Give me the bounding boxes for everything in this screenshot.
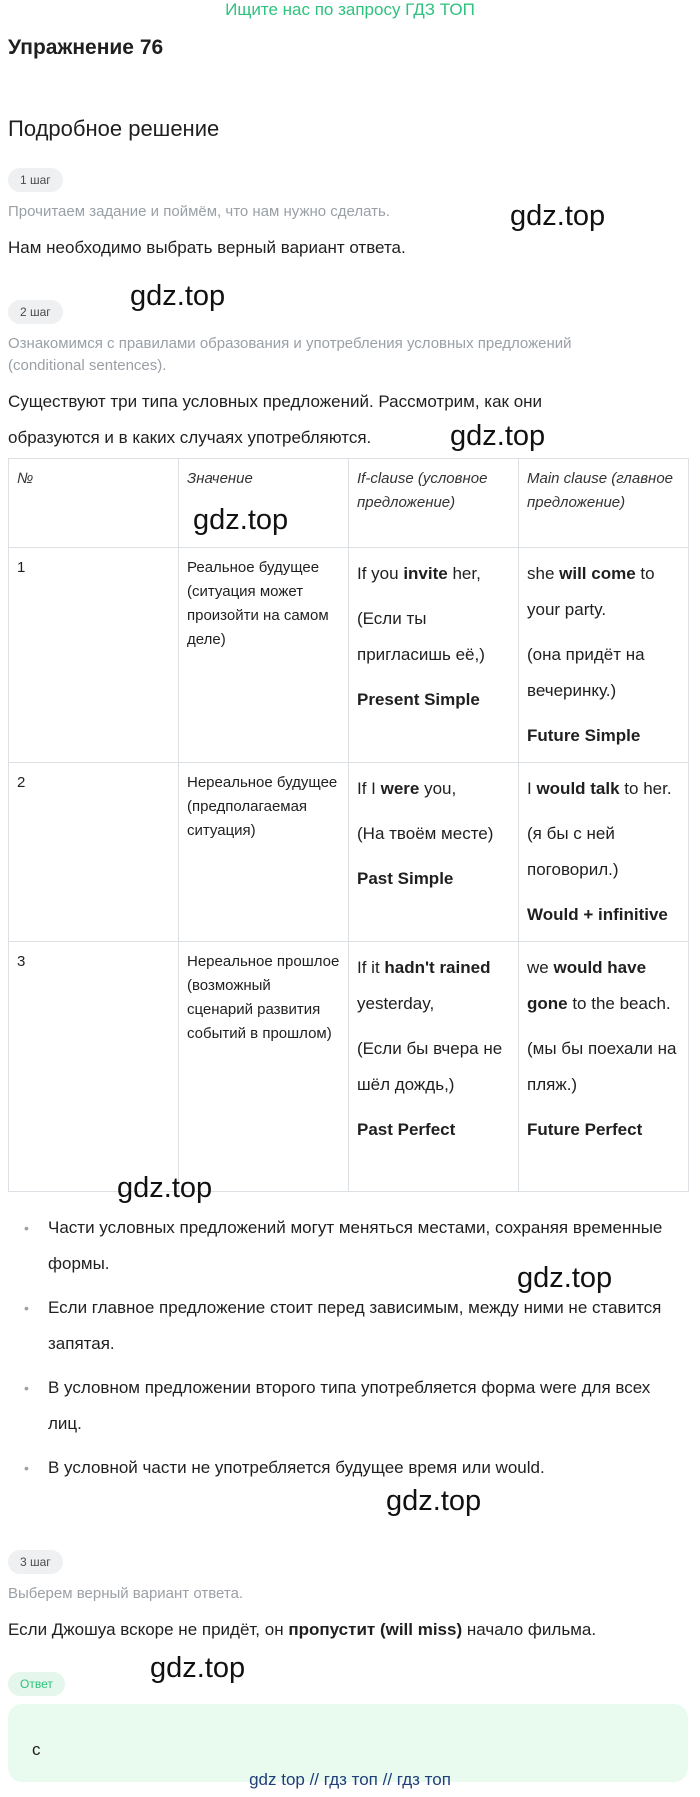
header-main-clause: Main clause (главное предложение) <box>519 459 689 548</box>
row-number: 3 <box>9 942 179 1192</box>
header-number: № <box>9 459 179 548</box>
table-row <box>9 548 689 763</box>
row-meaning: Реальное будущее (ситуация может произойти на самом деле) <box>179 548 349 763</box>
header-if-clause: If-clause (условное предложение) <box>349 459 519 548</box>
watermark: gdz.top <box>510 200 606 232</box>
step-1-text: Нам необходимо выбрать верный вариант ответа. <box>8 238 406 257</box>
row-number: 1 <box>9 548 179 763</box>
list-item: • В условном предложении второго типа употребляется форма were для всех лиц. <box>8 1370 668 1442</box>
table-row <box>9 942 689 1192</box>
step-2-badge: 2 шаг <box>8 300 63 324</box>
watermark: gdz.top <box>130 280 226 312</box>
step-2-text-line-1: Существуют три типа условных предложений. Рассмотрим, как они <box>8 392 543 411</box>
row-if-clause: If it hadn't rained yesterday, (Если бы вчера не шёл дождь,) Past Perfect <box>349 942 519 1192</box>
row-if-clause: If I were you, (На твоём месте) Past Simple <box>349 763 519 942</box>
step-2-hint-line-1: Ознакомимся с правилами образования и употребления условных предложений <box>8 335 572 352</box>
table-header-row <box>9 459 689 548</box>
row-meaning: Нереальное прошлое (возможный сценарий развития событий в прошлом) <box>179 942 349 1192</box>
step-2-text-line-2: образуются и в каких случаях употребляются. <box>8 428 372 447</box>
row-main-clause: we would have gone to the beach. (мы бы поехали на пляж.) Future Perfect <box>519 942 689 1192</box>
conditionals-table <box>8 458 689 1192</box>
row-if-clause: If you invite her, (Если ты пригласишь её,) Present Simple <box>349 548 519 763</box>
step-3-text: Если Джошуа вскоре не придёт, он пропустит (will miss) начало фильма. <box>8 1620 597 1639</box>
watermark: gdz.top <box>517 1262 613 1294</box>
watermark: gdz.top <box>193 504 289 536</box>
watermark: gdz.top <box>450 420 546 452</box>
top-banner[interactable]: Ищите нас по запросу ГДЗ ТОП <box>225 0 475 19</box>
page-title: Упражнение 76 <box>8 36 164 59</box>
watermark: gdz.top <box>386 1485 482 1517</box>
row-meaning: Нереальное будущее (предполагаемая ситуация) <box>179 763 349 942</box>
watermark: gdz.top <box>150 1652 246 1684</box>
section-title: Подробное решение <box>8 116 220 141</box>
list-item: • В условной части не употребляется будущее время или would. <box>8 1450 668 1486</box>
list-item: • Части условных предложений могут меняться местами, сохраняя временные формы. <box>8 1210 668 1282</box>
step-1-badge: 1 шаг <box>8 168 63 192</box>
watermark: gdz.top <box>117 1172 213 1204</box>
table-row <box>9 763 689 942</box>
row-main-clause: she will come to your party. (она придёт на вечеринку.) Future Simple <box>519 548 689 763</box>
step-1-hint: Прочитаем задание и поймём, что нам нужно сделать. <box>8 203 391 220</box>
step-2-hint-line-2: (conditional sentences). <box>8 357 167 374</box>
step-3-badge: 3 шаг <box>8 1550 63 1574</box>
row-number: 2 <box>9 763 179 942</box>
list-item: • Если главное предложение стоит перед зависимым, между ними не ставится запятая. <box>8 1290 668 1362</box>
header-meaning: Значение <box>179 459 349 548</box>
step-3-hint: Выберем верный вариант ответа. <box>8 1585 244 1602</box>
answer-value: c <box>32 1740 41 1759</box>
rules-notes-list <box>8 1210 668 1494</box>
footer-links[interactable]: gdz top // гдз топ // гдз топ <box>249 1770 451 1789</box>
row-main-clause: I would talk to her. (я бы с ней поговорил.) Would + infinitive <box>519 763 689 942</box>
answer-badge: Ответ <box>8 1672 65 1696</box>
